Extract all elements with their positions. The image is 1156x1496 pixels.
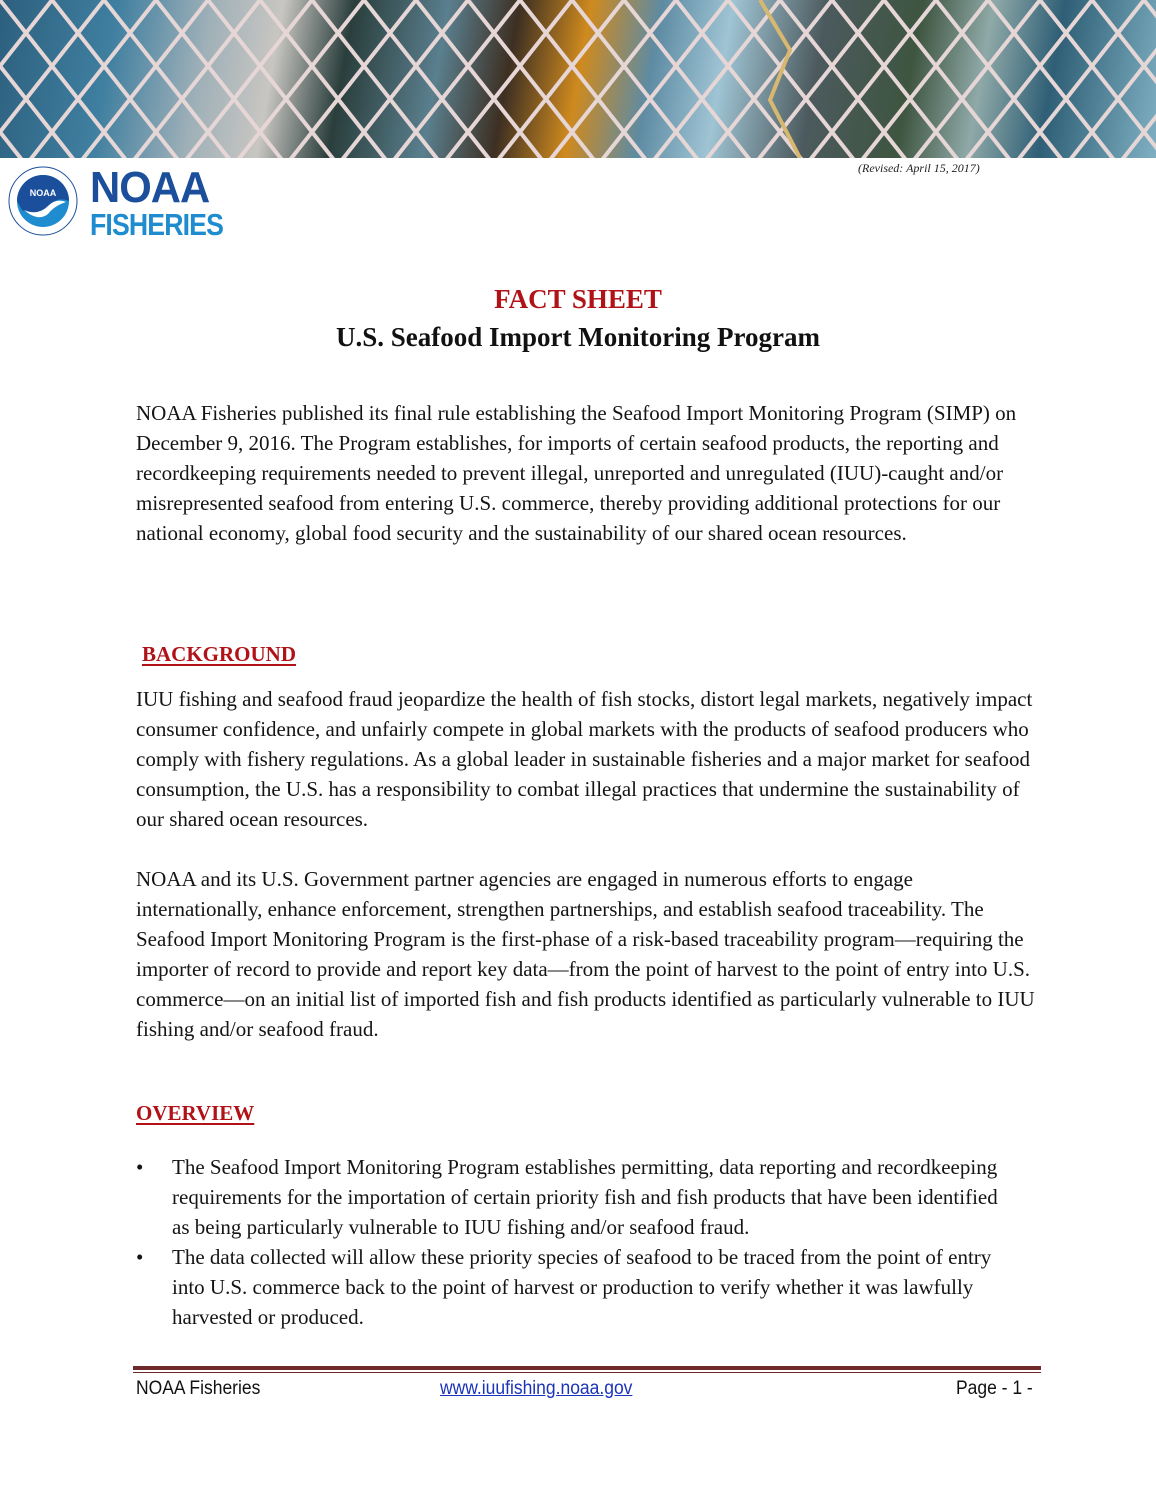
- bullet-icon: •: [136, 1155, 144, 1179]
- revised-date: (Revised: April 15, 2017): [858, 161, 980, 175]
- overview-bullet-list: [136, 1152, 1016, 1332]
- noaa-fisheries-logo: [8, 162, 224, 242]
- list-item: [136, 1152, 1016, 1242]
- footer-website-link[interactable]: www.iuufishing.noaa.gov: [440, 1378, 633, 1399]
- net-pattern: [0, 0, 1156, 158]
- noaa-seal-icon: [8, 166, 78, 236]
- intro-paragraph: NOAA Fisheries published its final rule establishing the Seafood Import Monitoring Program (SIMP) on December 9, 2016. The Program establishes, for imports of certain seafood products, the reporting and recordkeeping requirements needed to prevent illegal, unreported and unregulated (IUU)-caught and/or misrepresented seafood from entering U.S. commerce, thereby providing additional protections for our national economy, global food security and the sustainability of our shared ocean resources.: [136, 401, 1017, 545]
- logo-noaa-text: NOAA: [90, 163, 210, 212]
- bullet-icon: •: [136, 1245, 144, 1269]
- header-banner-image: [0, 0, 1156, 158]
- footer-org: NOAA Fisheries: [136, 1378, 261, 1399]
- svg-text:NOAA: NOAA: [29, 188, 57, 198]
- fact-sheet-label: FACT SHEET: [494, 284, 662, 314]
- background-heading: BACKGROUND: [142, 642, 297, 666]
- background-paragraph-1: IUU fishing and seafood fraud jeopardize the health of fish stocks, distort legal markets, negatively impact consumer confidence, and unfairly compete in global markets with the products of seafood producers who comply with fishery regulations. As a global leader in sustainable fisheries and a major market for seafood consumption, the U.S. has a responsibility to combat illegal practices that undermine the sustainability of our shared ocean resources.: [136, 687, 1033, 831]
- background-paragraph-2: NOAA and its U.S. Government partner agencies are engaged in numerous efforts to engage internationally, enhance enforcement, strengthen partnerships, and establish seafood traceability. The Seafood Import Monitoring Program is the first-phase of a risk-based traceability program—requiring the importer of record to provide and report key data—from the point of harvest to the point of entry into U.S. commerce—on an initial list of imported fish and fish products identified as particularly vulnerable to IUU fishing and/or seafood fraud.: [136, 867, 1035, 1041]
- bullet-text: The data collected will allow these priority species of seafood to be traced from the point of entry into U.S. commerce back to the point of harvest or production to verify whether it was lawfully harvested or produced.: [172, 1245, 992, 1329]
- footer-divider: [133, 1366, 1041, 1373]
- overview-heading: OVERVIEW: [136, 1101, 255, 1125]
- footer-page-number: Page - 1 -: [956, 1378, 1033, 1399]
- page-title: U.S. Seafood Import Monitoring Program: [336, 322, 820, 352]
- bullet-text: The Seafood Import Monitoring Program establishes permitting, data reporting and recordkeeping requirements for the importation of certain priority fish and fish products that have been identified as being particularly vulnerable to IUU fishing and/or seafood fraud.: [172, 1155, 998, 1239]
- list-item: [136, 1242, 1016, 1332]
- logo-fisheries-text: FISHERIES: [90, 207, 224, 242]
